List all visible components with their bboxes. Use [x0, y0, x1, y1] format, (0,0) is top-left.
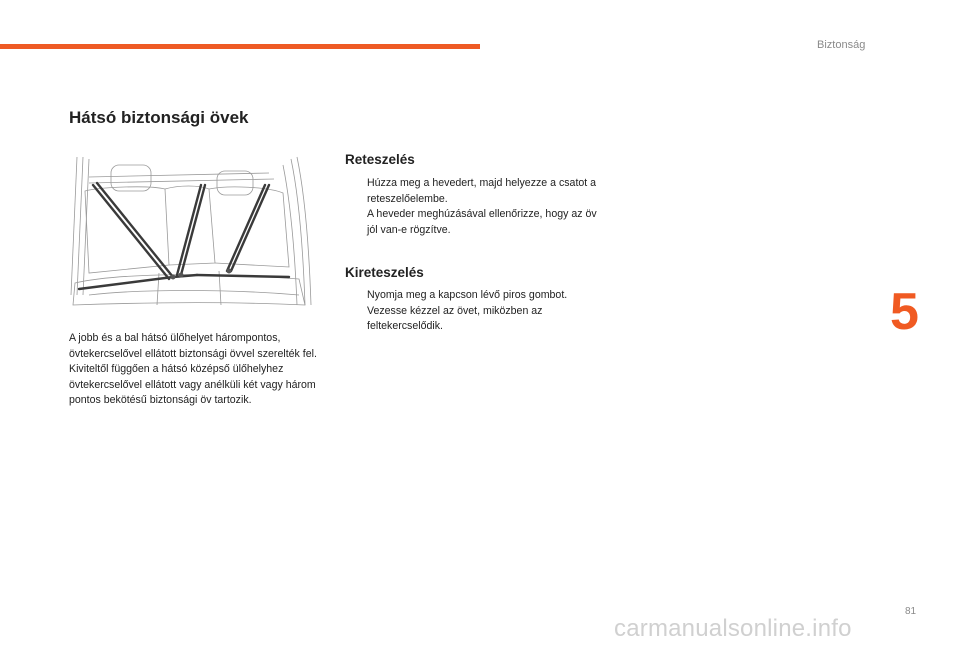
locking-steps	[345, 176, 605, 238]
step-text: A heveder meghúzásával ellenőrizze, hogy az öv jól van-e rögzítve.	[367, 208, 597, 236]
watermark: carmanualsonline.info	[614, 615, 852, 642]
list-item	[345, 207, 605, 238]
unlocking-steps	[345, 288, 605, 335]
illustration-caption	[69, 331, 324, 409]
page-number: 81	[905, 606, 917, 617]
page-title: Hátsó biztonsági övek	[69, 108, 249, 127]
caption-paragraph: Kiviteltől függően a hátsó középső ülőhelyhez övtekercselővel ellátott vagy anélküli két vagy három pontos bekötésű biztonsági öv tartozik.	[69, 363, 316, 406]
locking-heading: Reteszelés	[345, 152, 415, 167]
list-item	[345, 176, 605, 207]
chapter-number: 5	[890, 283, 919, 341]
caption-paragraph: A jobb és a bal hátsó ülőhelyet hárompontos, övtekercselővel ellátott biztonsági övvel szerelték fel.	[69, 332, 317, 360]
list-item	[345, 304, 605, 335]
step-text: Húzza meg a hevedert, majd helyezze a csatot a reteszelőelembe.	[367, 177, 597, 205]
header-accent-bar	[0, 44, 480, 49]
rear-seat-belts-illustration	[69, 155, 319, 327]
section-name: Biztonság	[817, 39, 866, 51]
unlocking-heading: Kireteszelés	[345, 265, 424, 280]
step-text: Nyomja meg a kapcson lévő piros gombot.	[367, 289, 568, 301]
list-item	[345, 288, 605, 304]
step-text: Vezesse kézzel az övet, miközben az feltekercselődik.	[367, 304, 543, 332]
